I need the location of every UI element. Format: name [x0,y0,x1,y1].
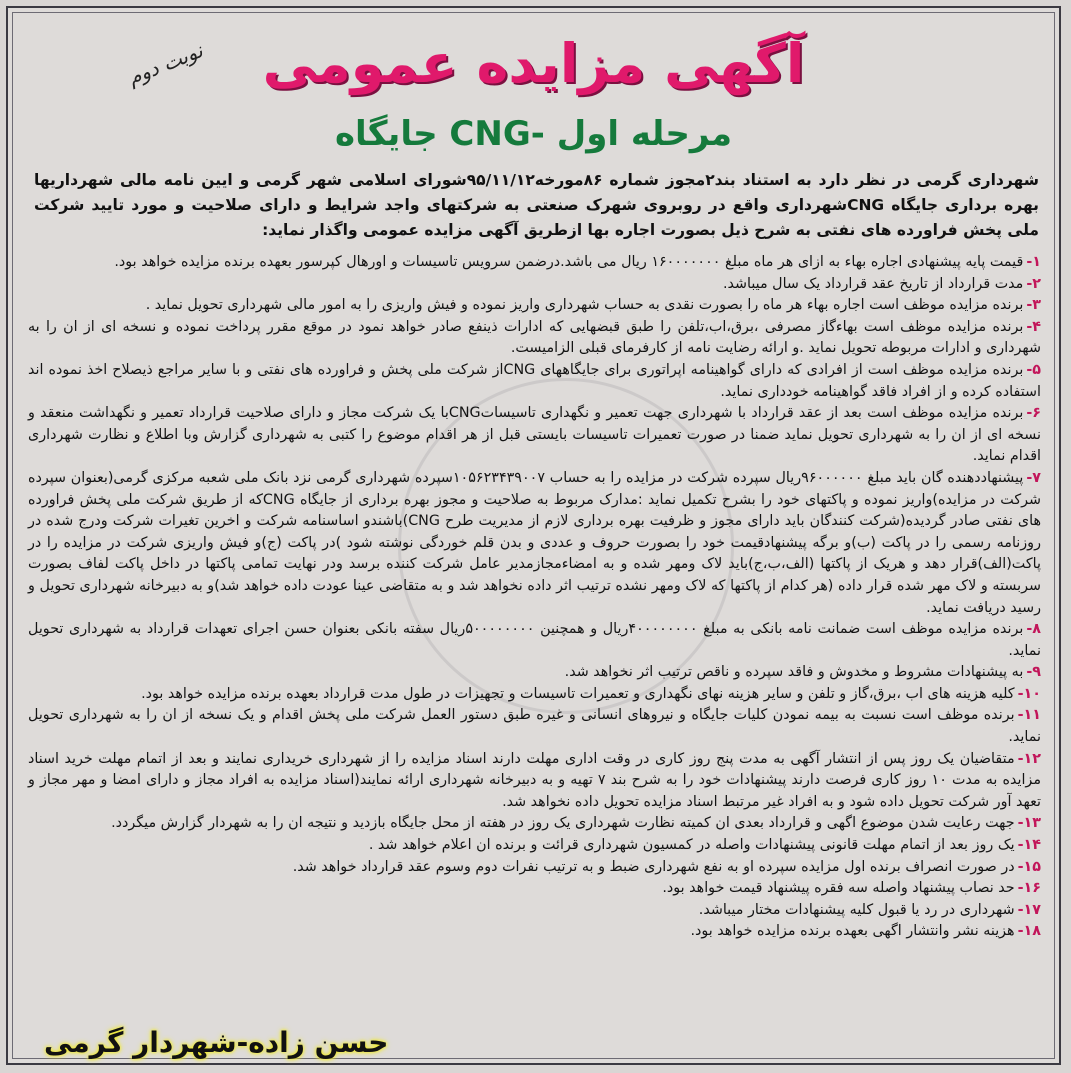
item-number: ۸- [1026,621,1041,638]
item-text: مدت قرارداد از تاریخ عقد قرارداد یک سال میباشد. [722,275,1024,292]
item-text: یک روز بعد از اتمام مهلت قانونی پیشنهادات واصله در کمسیون شهرداری قرائت و برنده ان اعلام خواهد شد . [368,837,1015,854]
list-item [28,857,1041,879]
item-number: ۱۲- [1017,750,1041,767]
list-item [28,252,1041,274]
item-text: کلیه هزینه های اب ،برق،گاز و تلفن و سایر هزینه نهای نگهداری و تعمیرات تاسیسات و تجهیزات در طول مدت قرارداد بعهده برنده مزایده خواهد بود. [141,685,1015,702]
notice-subtitle: جایگاه CNG- مرحله اول [334,114,733,154]
list-item [28,619,1041,662]
list-item [28,878,1041,900]
notice-title: آگهی مزایده عمومی [262,32,805,95]
item-text: برنده مزایده موظف است از افرادی که دارای گواهینامه اپراتوری برای جایگاههای CNGاز شرکت ملی پخش و فراورده های نفتی و با سایر مراجع ذیصلاح اخذ نموده اند استفاده کرده و از افراد فاقد گواهینامه خودداری نماید. [28,361,1041,400]
list-item [28,813,1041,835]
item-number: ۱۶- [1017,880,1041,897]
item-text: برنده موظف است نسبت به بیمه نمودن کلیات جایگاه و نیروهای انسانی و غیره طبق دستور العمل شرکت ملی پخش اقدام و یک نسخه از ان را به شهرداری تحویل نماید. [28,707,1041,746]
item-number: ۱۷- [1017,901,1041,918]
item-text: پیشنهاددهنده گان باید مبلغ ۹۶۰۰۰۰۰۰ریال سپرده شرکت در مزایده را به حساب ۱۰۵۶۲۳۴۳۹۰۰۷سپرده شهرداری گرمی نزد بانک ملی شعبه مرکزی گرمی(بعنوان سپرده شرکت در مزایده)واریز نموده و پاکتهای خود را بشرح تکمیل نماید :مدارک مربوط به صلاحیت و مجوز بهره برداری از جایگاه CNGکه از طریق شرکت ملی پخش فراورده های نفتی صادر گردیده(شرکت کنندگان باید دارای مجوز و ظرفیت بهره برداری لازم از مدیریت طرح CNG)باشندو اساسنامه شرکت و اخرین تغیرات شرکت ودرج شده در روزنامه رسمی را در پاکت (ب)و برگه پیشنهادقیمت خود را بصورت حروف و عددی و بدن قلم خوردگی نوشته شود )در پاکت (ج)و فیش واریزی شرکت در مزایده را در پاکت(الف)قرار دهد و هریک از پاکتها (الف،ب،ج)باید لاک ومهر شده و به امضاءمجازمدیر عامل شرکت کننده برسد ودر نهایت تمامی پاکتها در داخل پاکت لفاف بصورت سربسته و لاک مهر شده قرار داده (هر کدام از پاکتها که لاک ومهر نشده ترتیب اثر داده نخواهد شد و به متقاضی عینا عودت داده خواهد شد)و به دبیرخانه شهرداری تحویل و رسید دریافت نماید. [28,469,1041,616]
item-text: حد نصاب پیشنهاد واصله سه فقره پیشنهاد قیمت خواهد بود. [662,880,1015,897]
item-number: ۱- [1026,254,1041,270]
item-number: ۹- [1026,664,1041,681]
item-text: برنده مزایده موظف است بعد از عقد قرارداد با شهرداری جهت تعمیر و نگهداری تاسیساتCNGبا یک شرکت مجاز و دارای صلاحیت قرارداد تعمیر و نگهداشت منعقد و نسخه ای از ان را به شهرداری تحویل نماید ضمنا در صورت تعمیرات تاسیسات بایستی قبل از هر اقدام موضوع را کتبی به شهرداری گزارش وبا اطلاع و نظارت شهرداری اقدام نماید. [28,405,1041,465]
list-item [28,403,1041,468]
item-number: ۱۴- [1017,837,1041,854]
item-text: به پیشنهادات مشروط و مخدوش و فاقد سپرده و ناقص ترتیب اثر نخواهد شد. [564,664,1024,681]
item-text: متقاضیان یک روز پس از انتشار آگهی به مدت پنج روز کاری در وقت اداری مهلت دارند اسناد مزایده را از شهرداری خریداری نمایند و بعد از اتمام مهلت خرید اسناد مزایده به مدت ۱۰ روز کاری فرصت دارند پیشنهادات خود را به شرح بند ۷ تهیه و به دبیرخانه شهرداری ارائه نمایند(اسناد مزایده به افراد مجاز و دارای امضا و مهر مجاز و تعهد آور شرکت تحویل داده شود و به افراد غیر مرتبط اسناد مزایده تحویل داده نخواهد شد. [28,750,1041,810]
signature: حسن زاده-شهردار گرمی [44,1026,389,1059]
item-number: ۷- [1026,469,1041,486]
item-text: در صورت انصراف برنده اول مزایده سپرده او به نفع شهرداری ضبط و به ترتیب نفرات دوم وسوم عقد قرارداد خواهد شد. [292,858,1015,875]
notice-frame [6,6,1061,1065]
item-text: برنده مزایده موظف است اجاره بهاء هر ماه را بصورت نقدی به حساب شهرداری واریز نموده و فیش واریزی را به امور مالی شهرداری تحویل نماید . [145,297,1024,314]
list-item [28,749,1041,814]
item-text: برنده مزایده موظف است بهاءگاز مصرفی ،برق،اب،تلفن را طبق قبضهایی که ادارات ذینفع صادر خواهد نمود در موقع مقرر پرداخت نموده و نسخه ای از ان را به شهرداری و ادارات مربوطه تحویل نماید .و ارائه رضایت نامه از کارفرمای قبلی الزامیست. [28,318,1041,357]
list-item [28,274,1041,296]
item-text: هزینه نشر وانتشار اگهی بعهده برنده مزایده خواهد بود. [690,923,1015,940]
item-number: ۳- [1026,297,1041,314]
item-number: ۱۵- [1017,858,1041,875]
item-text: برنده مزایده موظف است ضمانت نامه بانکی به مبلغ ۴۰۰۰۰۰۰۰۰ریال و همچنین ۵۰۰۰۰۰۰۰۰ریال سفته بانکی بعنوان حسن اجرای تعهدات قرارداد به شهرداری تحویل نماید. [28,621,1041,659]
list-item [28,317,1041,360]
item-number: ۱۱- [1017,707,1041,724]
item-text: شهرداری در رد یا قبول کلیه پیشنهادات مختار میباشد. [698,901,1015,918]
list-item [28,360,1041,403]
list-item [28,705,1041,748]
conditions-list [28,252,1041,943]
item-number: ۱۸- [1017,923,1041,940]
list-item [28,835,1041,857]
round-label: نوبت دوم [124,38,207,90]
list-item [28,662,1041,684]
item-number: ۶- [1026,405,1041,422]
item-number: ۴- [1026,318,1041,335]
list-item [28,468,1041,619]
item-number: ۱۰- [1017,685,1041,702]
intro-paragraph: شهرداری گرمی در نظر دارد به استناد بند۲مجوز شماره ۸۶مورخه۹۵/۱۱/۱۲شورای اسلامی شهر گرمی و ایین نامه مالی شهرداریها بهره برداری جایگاه CNGشهرداری واقع در روبروی شهرک صنعتی به شرکتهای واجد شرایط و دارای صلاحیت و مورد تایید شرکت ملی پخش فراورده های نفتی به شرح ذیل بصورت اجاره بها ازطریق آگهی مزایده عمومی واگذار نماید: [34,171,1039,239]
item-number: ۵- [1026,361,1041,378]
item-number: ۲- [1026,275,1041,292]
item-number: ۱۳- [1017,815,1041,832]
item-text: جهت رعایت شدن موضوع اگهی و قرارداد بعدی ان کمیته نظارت شهرداری یک روز در هفته از محل جایگاه بازدید و نتیجه ان را به شهردار گزارش میگردد. [111,815,1015,832]
list-item [28,684,1041,706]
list-item [28,921,1041,943]
list-item [28,900,1041,922]
item-text: قیمت پایه پیشنهادی اجاره بهاء به ازای هر ماه مبلغ ۱۶۰۰۰۰۰۰۰ ریال می باشد.درضمن سرویس تاسیسات و اورهال کپرسور بعهده برنده مزایده خواهد بود. [114,254,1024,270]
list-item [28,295,1041,317]
